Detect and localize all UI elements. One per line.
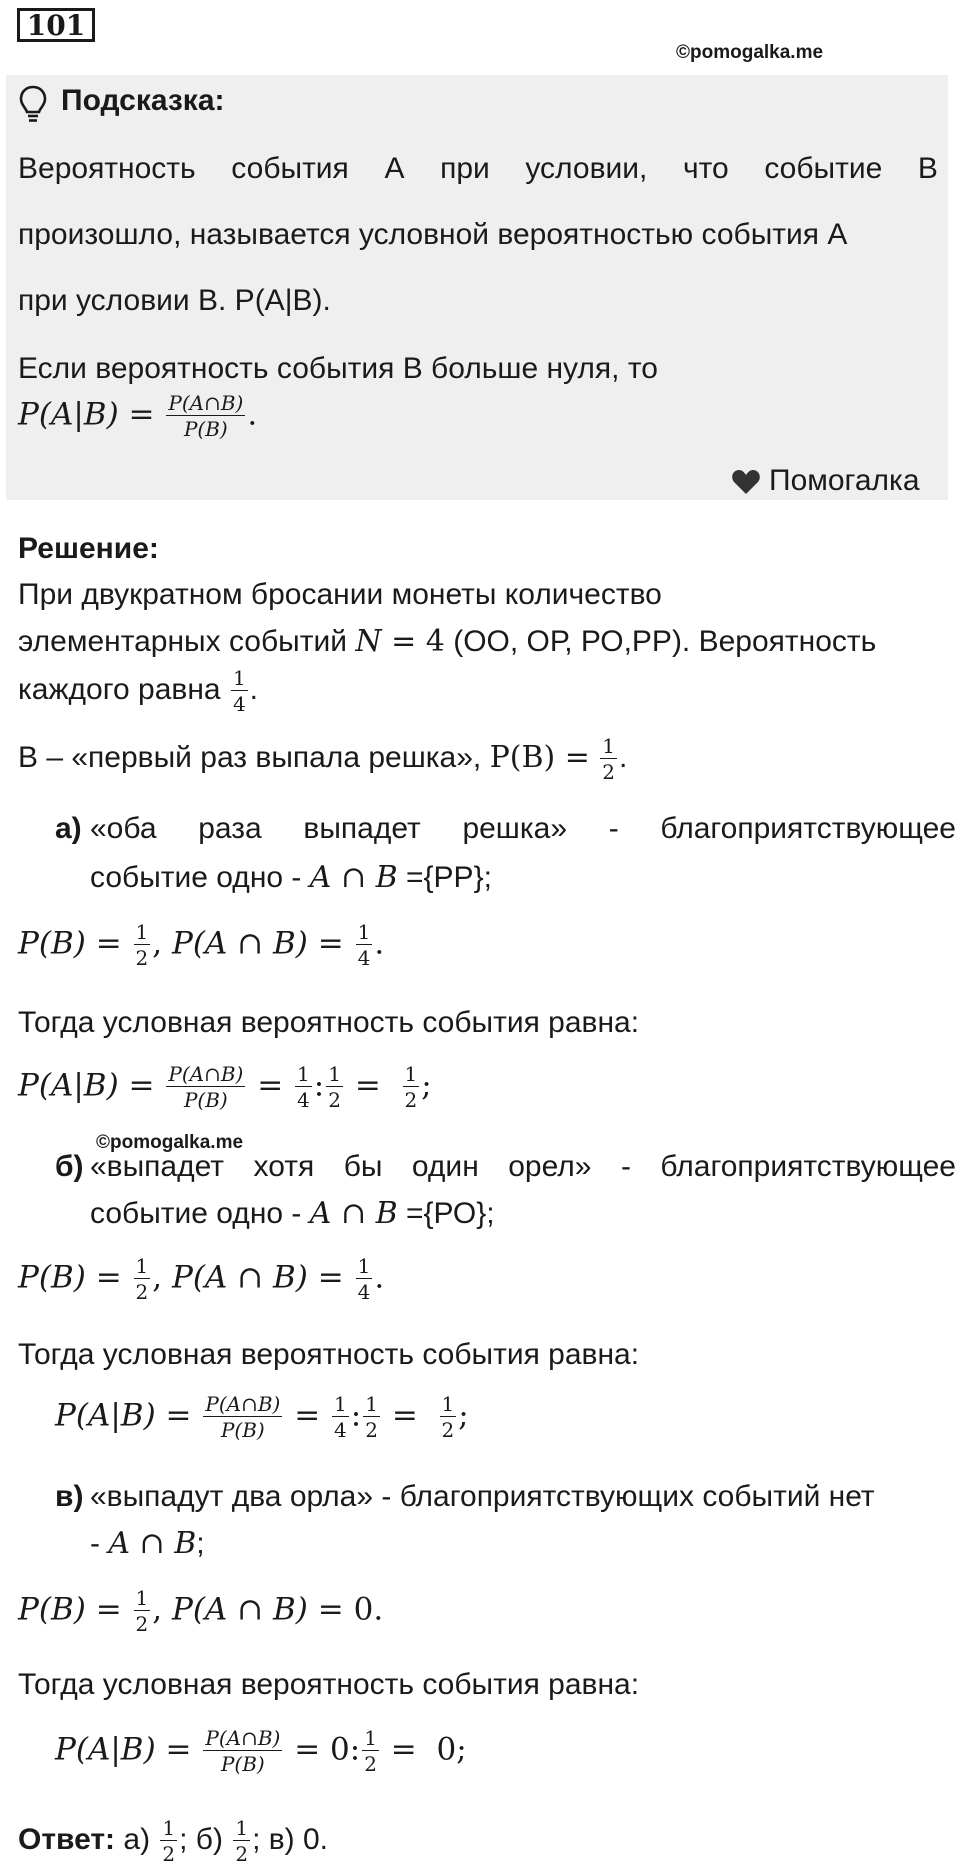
part-b-then: Тогда условная вероятность события равна: xyxy=(18,1338,640,1371)
watermark-middle: ©pomogalka.me xyxy=(96,1132,244,1153)
solution-line-4: В – «первый раз выпала решка», P(B) = $\frac{1}{2}$ . xyxy=(18,734,628,784)
problem-number: 101 xyxy=(17,8,95,42)
part-a-then: Тогда условная вероятность события равна: xyxy=(18,1006,640,1039)
hint-paragraph-line-3: при условии В. Р(А|В). xyxy=(18,284,331,317)
part-c-probabilities: P(B) = $\frac{1}{2}$ , P(A ∩ B) = 0. xyxy=(18,1586,384,1636)
solution-line-1: При двукратном бросании монеты количество xyxy=(18,578,662,611)
hint-paragraph-line-2: произошло, называется условной вероятностью события А xyxy=(18,218,848,251)
part-c-label: в) xyxy=(55,1480,84,1513)
part-c-line-1: «выпадут два орла» - благоприятствующих событий нет xyxy=(90,1480,875,1513)
part-a-label: а) xyxy=(55,812,82,845)
hint-paragraph-2: Если вероятность события В больше нуля, то xyxy=(18,352,658,385)
watermark-top: ©pomogalka.me xyxy=(676,42,824,63)
heart-icon xyxy=(731,469,761,500)
part-b-result: P(A|B) = $\frac{P(A\cap B)}{P(B)}$ = $\frac{1}{4}$ : $\frac{1}{2}$ = $\frac{1}{2}$ ; xyxy=(55,1392,469,1442)
part-b-line-1: «выпадет хотя бы один орел» - благоприятствующее xyxy=(90,1150,956,1183)
answer-line: Ответ: а) $\frac{1}{2}$ ; б) $\frac{1}{2}$ ; в) 0. xyxy=(18,1816,329,1866)
part-a-result: P(A|B) = $\frac{P(A\cap B)}{P(B)}$ = $\frac{1}{4}$ : $\frac{1}{2}$ = $\frac{1}{2}$ ; xyxy=(18,1062,432,1112)
hint-formula: P(A|B) = $\frac{P(A\cap B)}{P(B)}$ . xyxy=(18,391,258,441)
part-a-probabilities: P(B) = $\frac{1}{2}$ , P(A ∩ B) = $\frac{1}{4}$ . xyxy=(18,920,385,970)
part-a-line-2: событие одно - A ∩ B ={РР}; xyxy=(90,860,492,895)
solution-line-3: каждого равна $\frac{1}{4}$ . xyxy=(18,666,259,716)
solution-title: Решение: xyxy=(18,532,159,565)
part-b-probabilities: P(B) = $\frac{1}{2}$ , P(A ∩ B) = $\frac{1}{4}$ . xyxy=(18,1254,385,1304)
part-c-line-2: - A ∩ B; xyxy=(90,1526,205,1561)
part-b-line-2: событие одно - A ∩ B ={РО}; xyxy=(90,1196,495,1231)
part-c-then: Тогда условная вероятность события равна: xyxy=(18,1668,640,1701)
hint-paragraph-line-1: Вероятность события А при условии, что событие В xyxy=(18,152,938,185)
lightbulb-icon xyxy=(18,84,48,129)
part-a-line-1: «оба раза выпадет решка» - благоприятствующее xyxy=(90,812,956,845)
solution-line-2: элементарных событий N = 4 (ОО, ОР, РО,РР). Вероятность xyxy=(18,624,877,659)
brand-name: Помогалка xyxy=(769,464,920,497)
part-b-label: б) xyxy=(55,1150,84,1183)
hint-title: Подсказка: xyxy=(61,84,225,117)
part-c-result: P(A|B) = $\frac{P(A\cap B)}{P(B)}$ = 0: $\frac{1}{2}$ = 0; xyxy=(55,1726,467,1776)
